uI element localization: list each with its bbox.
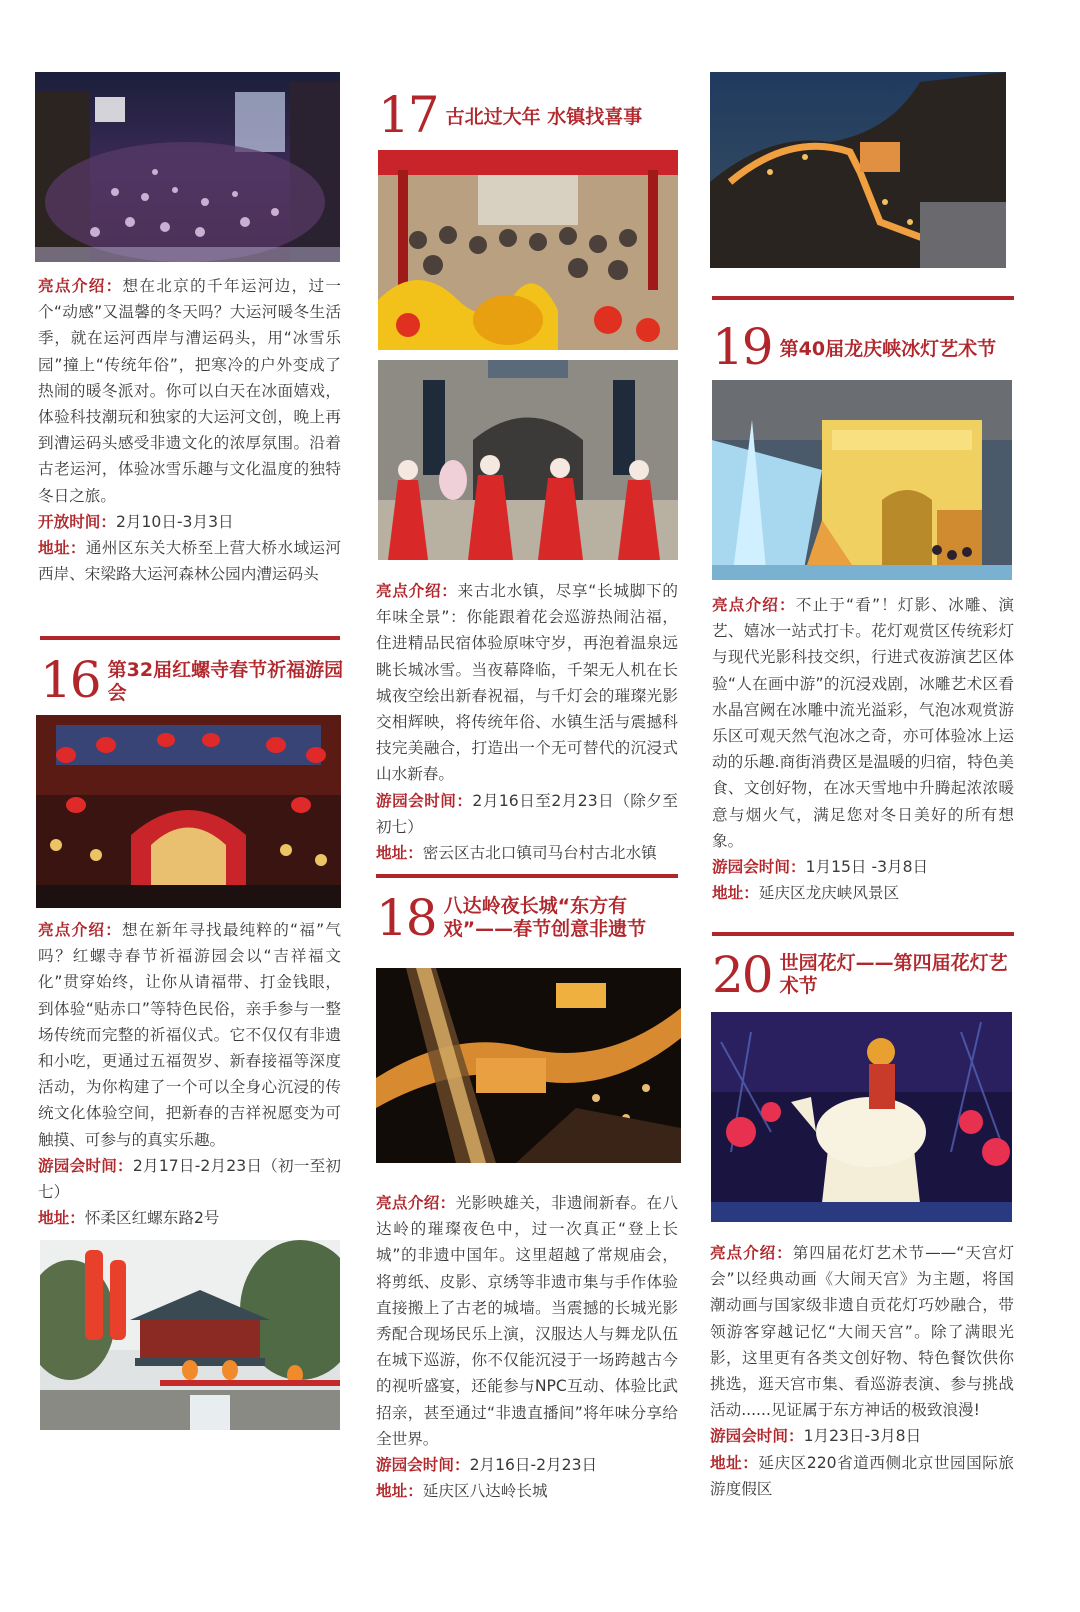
longqing-intro: 亮点介绍：不止于“看”！灯影、冰雕、演艺、嬉冰一站式打卡。花灯观赏区传统彩灯与现代光影科技交织，行进式夜游演艺区体验“人在画中游”的沉浸戏剧，冰雕艺术区看水晶宫阙在冰雕中流光溢彩，气泡冰观赏游乐区可观天然气泡冰之奇，亦可体验冰上运动的乐趣.商街消费区是温暖的归宿，特色美食、文创好物，在冰天雪地中升腾起浓浓暖意与烟火气，满足您对冬日美好的所有想象。 — [712, 596, 1014, 850]
canal-address: 地址：通州区东关大桥至上营大桥水域运河西岸、宋梁路大运河森林公园内漕运码头 — [38, 539, 341, 584]
photo-monkey-king-lantern — [711, 1012, 1012, 1222]
photo-badaling-night-wall — [376, 968, 681, 1163]
gubei-address: 地址：密云区古北口镇司马台村古北水镇 — [376, 844, 657, 863]
section-17-title: 古北过大年 水镇找喜事 — [445, 106, 643, 128]
divider-16 — [40, 636, 340, 640]
photo-gubei-gate-performers — [378, 360, 678, 560]
hongluo-info — [38, 917, 341, 1231]
hongluo-time-label: 游园会时间： — [38, 1156, 133, 1175]
longqing-time: 游园会时间：1月15日 -3月8日 — [712, 858, 929, 877]
badaling-intro-label: 亮点介绍： — [376, 1194, 456, 1212]
section-19-heading — [712, 318, 1014, 376]
longqing-address-label: 地址： — [712, 884, 759, 903]
shiyuan-address-label: 地址： — [710, 1453, 759, 1472]
canal-time-label: 开放时间： — [38, 512, 116, 531]
shiyuan-time: 游园会时间：1月23日-3月8日 — [710, 1427, 922, 1446]
longqing-address: 地址：延庆区龙庆峡风景区 — [712, 884, 900, 903]
section-20-title: 世园花灯——第四届花灯艺术节 — [779, 952, 1008, 997]
divider-19 — [712, 296, 1014, 300]
section-19-title: 第40届龙庆峡冰灯艺术节 — [779, 338, 997, 360]
badaling-address-label: 地址： — [376, 1482, 423, 1501]
canal-info — [38, 273, 341, 587]
gubei-intro-label: 亮点介绍： — [376, 582, 458, 600]
photo-great-wall-dusk — [710, 72, 1006, 268]
badaling-time: 游园会时间：2月16日-2月23日 — [376, 1456, 598, 1475]
hongluo-intro: 亮点介绍：想在新年寻找最纯粹的“福”气吗？红螺寺春节祈福游园会以“吉祥福文化”贯穿始终，让你从请福带、打金钱眼，到体验“贴赤口”等特色民俗，亲手参与一整场传统而完整的祈福仪式。它不仅仅有非遗和小吃，更通过五福贺岁、新春接福等深度活动，为你构建了一个可以全身心沉浸的传统文化体验空间，把新春的吉祥祝愿变为可触摸、可参与的真实乐趣。 — [38, 921, 341, 1149]
hongluo-time: 游园会时间：2月17日-2月23日（初一至初七） — [38, 1156, 341, 1202]
badaling-intro: 亮点介绍：光影映雄关，非遗闹新春。在八达岭的璀璨夜色中，过一次真正“登上长城”的非遗中国年。这里超越了常规庙会，将剪纸、皮影、京绣等非遗市集与手作体验直接搬上了古老的城墙。当震撼的长城光影秀配合现场民乐上演，汉服达人与舞龙队伍在城下巡游，你不仅能沉浸于一场跨越古今的视听盛宴，还能参与NPC互动、体验比武招亲，甚至通过“非遗直播间”将年味分享给全世界。 — [376, 1194, 678, 1448]
section-20-heading — [712, 946, 1014, 1004]
shiyuan-intro-label: 亮点介绍： — [710, 1244, 793, 1262]
gubei-intro: 亮点介绍：来古北水镇，尽享“长城脚下的年味全景”：你能跟着花会巡游热闹沾福，住进精品民宿体验原味守岁，再泡着温泉远眺长城冰雪。当夜幕降临，千架无人机在长城夜空绘出新春祝福，与千灯会的璀璨光影交相辉映，将传统年俗、水镇生活与震撼科技完美融合，打造出一个无可替代的沉浸式山水新春。 — [376, 582, 678, 784]
gubei-info — [376, 578, 678, 866]
badaling-address: 地址：延庆区八达岭长城 — [376, 1482, 548, 1501]
section-19-number: 19 — [712, 318, 772, 376]
section-16-number: 16 — [40, 651, 100, 709]
photo-hongluo-temple-gate — [36, 715, 341, 908]
section-17-number: 17 — [378, 86, 438, 144]
canal-intro-label: 亮点介绍： — [38, 277, 123, 295]
divider-18 — [376, 874, 678, 878]
photo-hongluo-pavilion — [40, 1240, 340, 1430]
hongluo-address: 地址：怀柔区红螺东路2号 — [38, 1209, 220, 1228]
longqing-time-label: 游园会时间： — [712, 858, 806, 877]
badaling-info — [376, 1190, 678, 1504]
longqing-info — [712, 592, 1014, 906]
section-17-heading — [378, 86, 678, 144]
shiyuan-address: 地址：延庆区220省道西侧北京世园国际旅游度假区 — [710, 1453, 1014, 1498]
canal-intro: 亮点介绍：想在北京的千年运河边，过一个“动感”又温馨的冬天吗？大运河暖冬生活季，就在运河西岸与漕运码头，用“冰雪乐园”撞上“传统年俗”，把寒冷的户外变成了热闹的暖冬派对。你可以白天在冰面嬉戏，体验科技潮玩和独家的大运河文创，晚上再到漕运码头感受非遗文化的浓厚氛围。沿着古老运河，体验冰雪乐趣与文化温度的独特冬日之旅。 — [38, 277, 341, 505]
divider-20 — [712, 932, 1014, 936]
longqing-intro-label: 亮点介绍： — [712, 596, 796, 614]
photo-longqing-ice-palace — [712, 380, 1012, 580]
section-16-title: 第32届红螺寺春节祈福游园会 — [107, 659, 344, 704]
hongluo-intro-label: 亮点介绍： — [38, 921, 123, 939]
gubei-time-label: 游园会时间： — [376, 791, 473, 810]
section-20-number: 20 — [712, 946, 772, 1004]
shiyuan-time-label: 游园会时间： — [710, 1427, 804, 1446]
photo-canal-night-crowd — [35, 72, 340, 262]
photo-gubei-dragon-dance — [378, 150, 678, 350]
hongluo-address-label: 地址： — [38, 1209, 85, 1228]
badaling-time-label: 游园会时间： — [376, 1456, 470, 1475]
shiyuan-intro: 亮点介绍：第四届花灯艺术节——“天宫灯会”以经典动画《大闹天宫》为主题，将国潮动画与国家级非遗自贡花灯巧妙融合，带领游客穿越记忆“大闹天宫”。除了满眼光影，这里更有各类文创好物、特色餐饮供你挑选，逛天宫市集、看巡游表演、参与挑战活动......见证属于东方神话的极致浪漫! — [710, 1244, 1014, 1420]
gubei-address-label: 地址： — [376, 844, 423, 863]
section-16-heading — [40, 651, 345, 709]
gubei-time: 游园会时间：2月16日至2月23日（除夕至初七） — [376, 791, 678, 836]
canal-address-label: 地址： — [38, 539, 86, 558]
section-18-number: 18 — [376, 889, 436, 947]
shiyuan-info — [710, 1240, 1014, 1502]
canal-time: 开放时间：2月10日-3月3日 — [38, 512, 234, 531]
section-18-title: 八达岭夜长城“东方有戏”——春节创意非遗节 — [443, 895, 647, 940]
section-18-heading — [376, 889, 678, 947]
